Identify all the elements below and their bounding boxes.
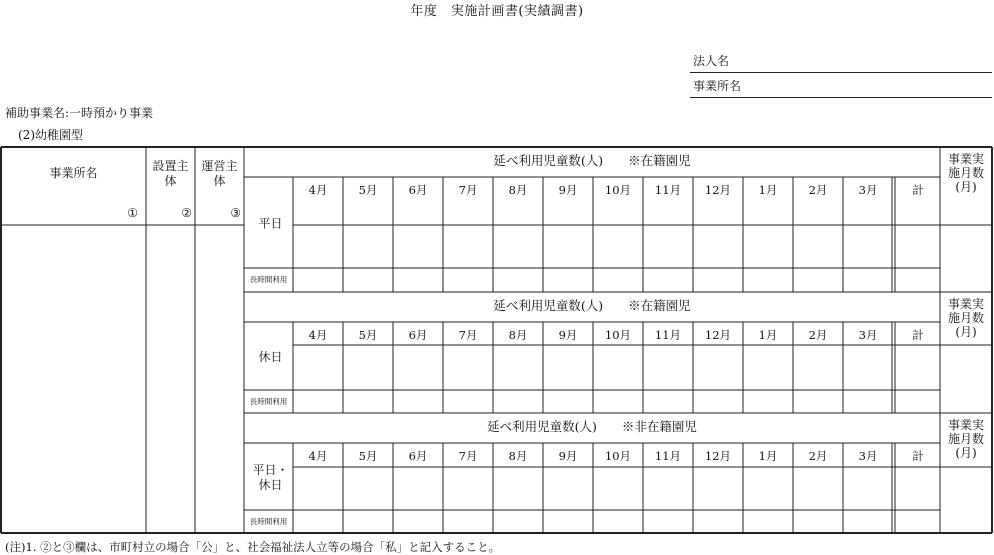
section-1-month-7: 10月 (604, 183, 632, 197)
table-grid-lines (1, 147, 992, 533)
section-2-month-2: 5月 (358, 328, 378, 342)
section-2-month-9: 12月 (704, 328, 732, 342)
project-name: 補助事業名:一時預かり事業 (5, 106, 154, 120)
section-1-month-2: 5月 (358, 183, 378, 197)
section-3-month-8: 11月 (654, 449, 682, 463)
section-2-month-7: 10月 (604, 328, 632, 342)
section-1-heading: 延べ利用児童数(人) ※在籍園児 (493, 153, 691, 168)
section-3-month-1: 4月 (308, 449, 328, 463)
setup-column-header-2: 体 (164, 174, 177, 188)
office-column-mark: ① (127, 206, 138, 220)
section-1-month-9: 12月 (704, 183, 732, 197)
section-3-month-7: 10月 (604, 449, 632, 463)
section-3-long-hours-label: 長時間利用 (249, 517, 288, 526)
section-3-day-label-1: 平日・ (252, 463, 289, 477)
section-2-month-10: 1月 (758, 328, 778, 342)
section-1-month-5: 8月 (508, 183, 528, 197)
section-3-month-11: 2月 (808, 449, 828, 463)
operate-column-header-1: 運営主 (201, 159, 238, 173)
sub-type: (2)幼稚園型 (18, 128, 83, 142)
section-3-month-4: 7月 (458, 449, 478, 463)
section-3-month-10: 1月 (758, 449, 778, 463)
section-1-month-6: 9月 (558, 183, 578, 197)
section-1-month-13: 計 (912, 183, 924, 197)
section-1-impl-label-3: (月) (955, 180, 977, 194)
section-1-impl-label-1: 事業実 (947, 152, 985, 166)
section-3-month-6: 9月 (558, 449, 578, 463)
document-title: 年度 実施計画書(実績調書) (410, 4, 584, 19)
section-2-impl-label-3: (月) (955, 325, 977, 339)
section-1-long-hours-label: 長時間利用 (249, 275, 288, 284)
operate-column-header-2: 体 (213, 174, 226, 188)
section-2-month-6: 9月 (558, 328, 578, 342)
section-2-heading: 延べ利用児童数(人) ※在籍園児 (493, 298, 691, 313)
section-3-impl-label-2: 施月数 (947, 432, 985, 446)
section-1-month-11: 2月 (808, 183, 828, 197)
section-2-month-11: 2月 (808, 328, 828, 342)
section-3-month-2: 5月 (358, 449, 378, 463)
footnote: (注)1. ②と③欄は、市町村立の場合「公」と、社会福祉法人立等の場合「私」と記入すること。 (5, 540, 501, 554)
operate-column-mark: ③ (230, 206, 241, 220)
corp-name-label: 法人名 (693, 54, 730, 68)
setup-column-header-1: 設置主 (152, 159, 189, 173)
section-2-month-3: 6月 (408, 328, 428, 342)
section-2-impl-label-1: 事業実 (947, 297, 985, 311)
section-2-month-13: 計 (912, 328, 924, 342)
section-2-month-5: 8月 (508, 328, 528, 342)
section-3-day-label-2: 休日 (258, 478, 283, 492)
section-1-month-1: 4月 (308, 183, 328, 197)
section-3-month-3: 6月 (408, 449, 428, 463)
section-3-heading: 延べ利用児童数(人) ※非在籍園児 (487, 419, 697, 434)
section-1-impl-label-2: 施月数 (947, 166, 985, 180)
section-2-day-label-1: 休日 (258, 350, 283, 364)
office-column-header: 事業所名 (49, 166, 98, 180)
section-2-impl-label-2: 施月数 (947, 311, 985, 325)
section-2-month-1: 4月 (308, 328, 328, 342)
section-3-month-5: 8月 (508, 449, 528, 463)
section-2-month-4: 7月 (458, 328, 478, 342)
section-1-month-8: 11月 (654, 183, 682, 197)
section-1-month-10: 1月 (758, 183, 778, 197)
section-3-month-12: 3月 (858, 449, 878, 463)
section-1-month-4: 7月 (458, 183, 478, 197)
section-2-month-8: 11月 (654, 328, 682, 342)
section-3-impl-label-3: (月) (955, 446, 977, 460)
section-3-month-9: 12月 (704, 449, 732, 463)
setup-column-mark: ② (181, 206, 192, 220)
section-1-day-label-1: 平日 (258, 216, 283, 231)
section-2-long-hours-label: 長時間利用 (249, 397, 288, 406)
section-1-month-12: 3月 (858, 183, 878, 197)
section-3-impl-label-1: 事業実 (947, 418, 985, 432)
office-name-label: 事業所名 (693, 79, 742, 93)
section-3-month-13: 計 (912, 449, 924, 463)
table-texts (49, 151, 984, 526)
section-1-month-3: 6月 (408, 183, 428, 197)
section-2-month-12: 3月 (858, 328, 878, 342)
